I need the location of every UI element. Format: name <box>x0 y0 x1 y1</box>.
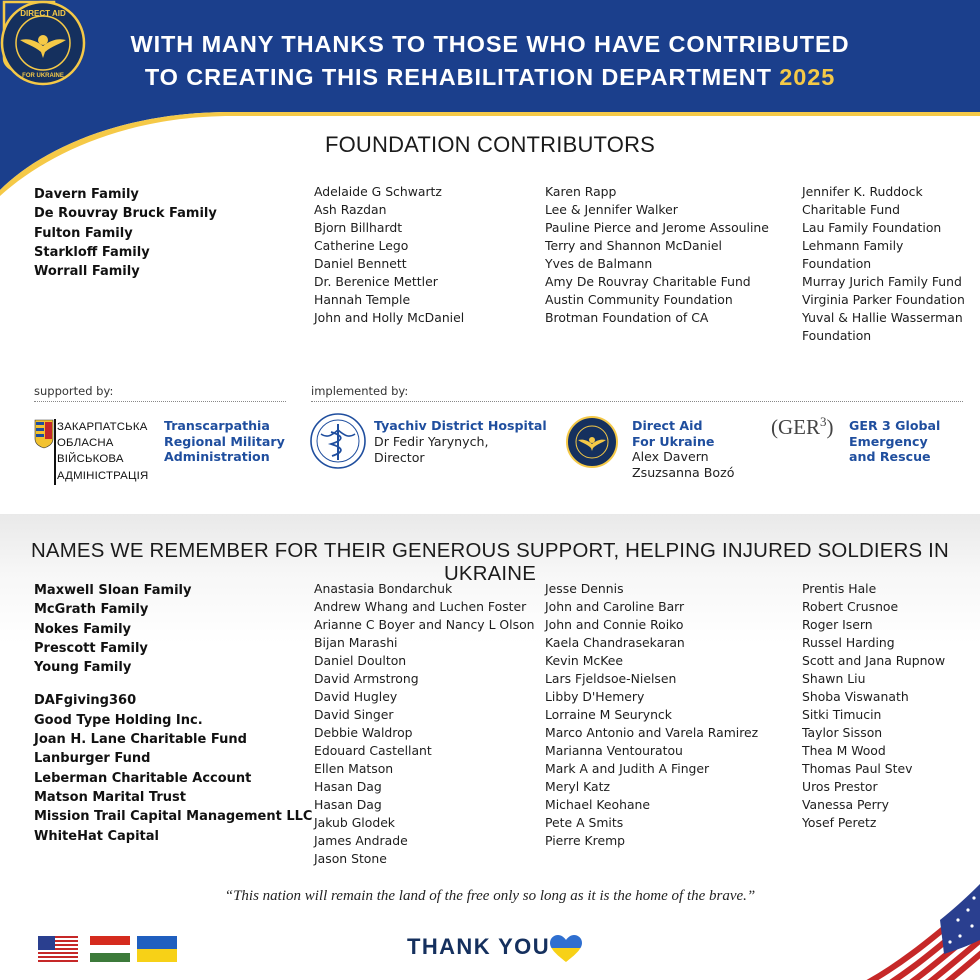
zakarpattia-logo-text <box>57 419 148 484</box>
remember-name-item: Jesse Dennis <box>545 581 624 596</box>
tyachiv-director <box>374 434 489 465</box>
remember-name-item: Yosef Peretz <box>802 815 877 830</box>
remember-org-item: Leberman Charitable Account <box>34 770 252 786</box>
direct-aid-person-2: Zsuzsanna Bozó <box>632 464 735 480</box>
remember-org-item: DAFgiving360 <box>34 693 137 709</box>
remember-org-item: Matson Marital Trust <box>34 789 186 805</box>
implemented-divider <box>311 401 963 402</box>
foundation-contributor-item: Yves de Balmann <box>545 256 653 271</box>
ger3-line-2: Emergency <box>849 433 928 449</box>
foundation-contributor-item: Lau Family Foundation <box>802 220 942 235</box>
foundation-contributor-item: Catherine Lego <box>314 238 409 253</box>
us-flag-icon <box>38 936 78 962</box>
foundation-contributor-item: John and Holly McDaniel <box>314 310 465 325</box>
remember-name-item: Shoba Viswanath <box>802 689 909 704</box>
remember-name-item: Lars Fjeldsoe-Nielsen <box>545 671 677 686</box>
foundation-family-item: Davern Family <box>34 187 139 202</box>
remember-name-item: Kevin McKee <box>545 653 623 668</box>
zak-line-2: ОБЛАСНА <box>57 437 114 450</box>
remember-name-item: Uros Prestor <box>802 779 878 794</box>
remember-name-item: Hasan Dag <box>314 779 382 794</box>
remember-name-item: Michael Keohane <box>545 797 651 812</box>
header-title-line2-text: TO CREATING THIS REHABILITATION DEPARTMENT <box>144 64 772 90</box>
remember-family-item: Young Family <box>34 660 132 676</box>
transcarpathia-line-1: Transcarpathia <box>164 418 270 433</box>
transcarpathia-line-3: Administration <box>164 449 270 464</box>
remember-org-item: Joan H. Lane Charitable Fund <box>34 732 247 748</box>
remember-title: NAMES WE REMEMBER FOR THEIR GENEROUS SUPPORT, HELPING INJURED SOLDIERS IN UKRAINE <box>31 540 949 585</box>
foundation-contributor-item: Austin Community Foundation <box>545 292 733 307</box>
remember-name-item: John and Connie Roiko <box>545 617 684 632</box>
liberty-quote: “This nation will remain the land of the free only so long as it is the home of the brave.” <box>224 888 756 904</box>
remember-name-item: Sitki Timucin <box>802 707 882 722</box>
remember-org-item: Good Type Holding Inc. <box>34 712 203 728</box>
remember-name-item: James Andrade <box>314 833 408 848</box>
remember-name-item: John and Caroline Barr <box>545 599 685 614</box>
remember-family-item: McGrath Family <box>34 602 149 618</box>
thank-you-text: THANK YOU <box>407 934 550 959</box>
foundation-contributor-item: Foundation <box>802 328 872 343</box>
remember-name-item: Taylor Sisson <box>802 725 883 740</box>
remember-name-item: Ellen Matson <box>314 761 394 776</box>
tyachiv-name: Tyachiv District Hospital <box>374 418 547 433</box>
remember-name-item: Marco Antonio and Varela Ramirez <box>545 725 759 740</box>
remember-org-item: WhiteHat Capital <box>34 828 159 844</box>
foundation-family-item: Worrall Family <box>34 264 140 280</box>
ger3-line-1: GER 3 Global <box>849 418 941 433</box>
foundation-contributor-item: Virginia Parker Foundation <box>802 292 965 307</box>
remember-name-item: Roger Isern <box>802 617 873 632</box>
foundation-contributor-item: Bjorn Billhardt <box>314 220 403 235</box>
foundation-family-item: Starkloff Family <box>34 244 150 260</box>
header-banner <box>0 0 980 200</box>
direct-aid-badge-logo <box>0 0 86 86</box>
header-title <box>120 28 860 94</box>
remember-org-item: Mission Trail Capital Management LLC <box>34 809 313 825</box>
zak-line-1: ЗАКАРПАТСЬКА <box>57 421 148 433</box>
remember-name-item: Scott and Jana Rupnow <box>802 653 946 668</box>
foundation-contributor-item: Amy De Rouvray Charitable Fund <box>545 274 751 289</box>
badge-bottom-text: FOR UKRAINE <box>22 73 64 79</box>
zak-line-3: ВІЙСЬКОВА <box>57 453 124 466</box>
direct-aid-people <box>632 449 734 480</box>
foundation-contributor-item: Murray Jurich Family Fund <box>802 274 962 289</box>
remember-name-item: David Hugley <box>314 689 398 704</box>
header-title-line2 <box>120 61 860 94</box>
direct-aid-person-1: Alex Davern <box>632 449 709 464</box>
header-title-line1: WITH MANY THANKS TO THOSE WHO HAVE CONTRIBUTED <box>130 31 850 57</box>
tyachiv-sub-2: Director <box>374 449 425 465</box>
foundation-contributor-item: Dr. Berenice Mettler <box>314 274 438 289</box>
remember-name-item: Bijan Marashi <box>314 635 398 650</box>
remember-name-item: Russel Harding <box>802 635 895 650</box>
foundation-contributor-item: Hannah Temple <box>314 292 411 307</box>
remember-name-item: Thea M Wood <box>802 743 886 758</box>
remember-col3-list <box>545 580 758 850</box>
ger3-logo-main: (GER <box>771 415 820 439</box>
hungary-flag-icon <box>90 936 130 962</box>
remember-name-item: Debbie Waldrop <box>314 725 413 740</box>
foundation-title: FOUNDATION CONTRIBUTORS <box>324 132 656 157</box>
remember-name-item: Robert Crusnoe <box>802 599 899 614</box>
foundation-contributor-item: Adelaide G Schwartz <box>314 184 442 199</box>
header-year: 2025 <box>779 64 836 90</box>
remember-col4-list <box>802 580 945 832</box>
foundation-family-item: Fulton Family <box>34 225 133 241</box>
remember-name-item: David Singer <box>314 707 394 722</box>
ger3-line-3: and Rescue <box>849 449 931 464</box>
remember-name-item: Meryl Katz <box>545 779 610 794</box>
remember-name-item: Vanessa Perry <box>802 797 889 812</box>
implemented-by-label: implemented by: <box>311 384 409 398</box>
remember-name-item: Pierre Kremp <box>545 833 626 848</box>
remember-col2-list <box>314 580 535 868</box>
remember-name-item: Arianne C Boyer and Nancy L Olson <box>314 617 535 632</box>
zakarpattia-logo-bar <box>54 419 56 485</box>
foundation-col4-list <box>802 183 965 345</box>
list-spacer <box>34 677 312 691</box>
ger3-logo-sup: 3 <box>820 414 827 429</box>
badge-top-text: DIRECT AID <box>20 9 66 18</box>
remember-name-item: Mark A and Judith A Finger <box>545 761 710 776</box>
foundation-col3-list <box>545 183 769 327</box>
remember-name-item: Anastasia Bondarchuk <box>314 581 453 596</box>
ger3-logo-text <box>771 414 834 440</box>
remember-family-item: Maxwell Sloan Family <box>34 583 192 598</box>
direct-aid-line-1: Direct Aid <box>632 418 703 433</box>
foundation-contributor-item: Charitable Fund <box>802 202 900 217</box>
remember-name-item: David Armstrong <box>314 671 419 686</box>
remember-name-item: Lorraine M Seurynck <box>545 707 672 722</box>
remember-name-item: Edouard Castellant <box>314 743 432 758</box>
foundation-contributor-item: Foundation <box>802 256 872 271</box>
remember-name-item: Thomas Paul Stev <box>802 761 913 776</box>
direct-aid-small-logo-icon <box>566 416 618 468</box>
remember-name-item: Marianna Ventouratou <box>545 743 683 758</box>
remember-org-item: Lanburger Fund <box>34 751 151 767</box>
remember-name-item: Daniel Doulton <box>314 653 407 668</box>
zak-line-4: АДМІНІСТРАЦІЯ <box>57 469 149 482</box>
remember-family-item: Prescott Family <box>34 640 148 656</box>
remember-name-item: Andrew Whang and Luchen Foster <box>314 599 527 614</box>
remember-family-item: Nokes Family <box>34 621 132 637</box>
tyachiv-sub-1: Dr Fedir Yarynych, <box>374 434 489 449</box>
supported-by-label: supported by: <box>34 384 114 398</box>
foundation-contributor-item: Brotman Foundation of CA <box>545 310 709 325</box>
remember-name-item: Hasan Dag <box>314 797 382 812</box>
foundation-contributor-item: Terry and Shannon McDaniel <box>545 238 722 253</box>
ger3-name <box>849 418 940 465</box>
transcarpathia-line-2: Regional Military <box>164 433 285 449</box>
remember-name-item: Jakub Glodek <box>314 815 395 830</box>
foundation-contributor-item: Karen Rapp <box>545 184 617 199</box>
foundation-contributor-item: Pauline Pierce and Jerome Assouline <box>545 220 769 235</box>
tyachiv-hospital-logo-icon <box>309 412 367 470</box>
remember-name-item: Jason Stone <box>314 851 387 866</box>
transcarpathia-name <box>164 418 285 465</box>
foundation-families-list <box>34 185 217 281</box>
foundation-contributor-item: Lee & Jennifer Walker <box>545 202 678 217</box>
foundation-contributor-item: Yuval & Hallie Wasserman <box>802 310 963 325</box>
direct-aid-line-2: For Ukraine <box>632 433 715 449</box>
foundation-contributor-item: Daniel Bennett <box>314 256 407 271</box>
ger3-logo-end: ) <box>826 415 834 439</box>
heart-icon <box>549 935 583 963</box>
remember-name-item: Kaela Chandrasekaran <box>545 635 685 650</box>
us-flag-corner-decoration <box>860 880 980 980</box>
remember-name-item: Libby D'Hemery <box>545 689 645 704</box>
foundation-col2-list <box>314 183 464 327</box>
direct-aid-name <box>632 418 714 449</box>
ukraine-flag-icon <box>137 936 177 962</box>
foundation-contributor-item: Jennifer K. Ruddock <box>802 184 923 199</box>
foundation-contributor-item: Lehmann Family <box>802 238 904 253</box>
remember-name-item: Prentis Hale <box>802 581 877 596</box>
remember-name-item: Shawn Liu <box>802 671 866 686</box>
remember-name-item: Pete A Smits <box>545 815 624 830</box>
foundation-contributor-item: Ash Razdan <box>314 202 387 217</box>
remember-families-list <box>34 581 312 846</box>
foundation-family-item: De Rouvray Bruck Family <box>34 206 217 222</box>
zakarpattia-coat-of-arms-icon <box>34 419 54 449</box>
supported-divider <box>34 401 286 402</box>
